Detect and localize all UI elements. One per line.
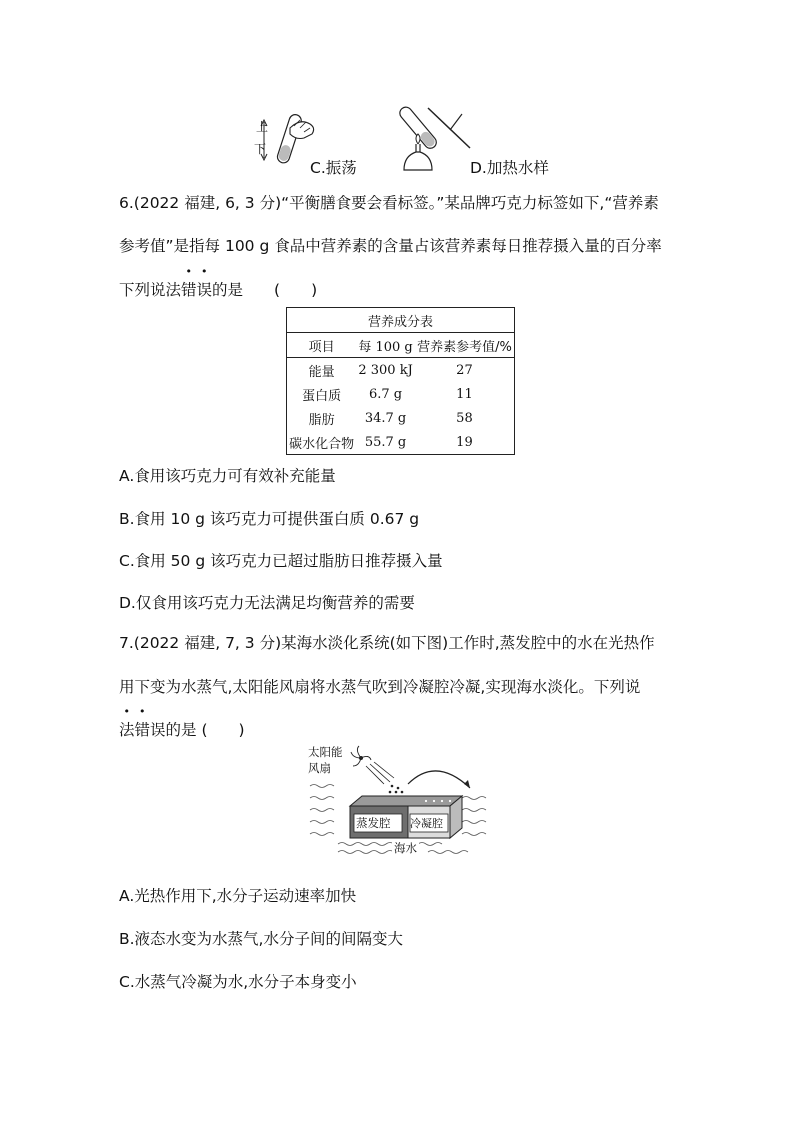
table-cell: 58 <box>456 410 473 426</box>
q6-option-b: B.食用 10 g 该巧克力可提供蛋白质 0.67 g <box>119 510 420 528</box>
table-row <box>287 358 515 383</box>
table-cell: 2 300 kJ <box>358 362 413 378</box>
fan-label-line-2: 风扇 <box>308 761 331 775</box>
seawater-label: 海水 <box>394 841 417 855</box>
table-cell: 27 <box>456 362 473 378</box>
table-cell: 蛋白质 <box>302 388 342 404</box>
desalination-diagram <box>308 744 488 856</box>
option-d-figure-label: D.加热水样 <box>470 159 549 177</box>
fan-icon <box>351 746 371 766</box>
table-row <box>287 382 515 406</box>
table-row <box>287 430 515 455</box>
table-header-per-100g: 每 100 g <box>356 333 415 358</box>
q7-emphasis-char-1: 法 <box>119 721 135 739</box>
q7-option-a: A.光热作用下,水分子运动速率加快 <box>119 887 357 905</box>
evaporation-chamber-label: 蒸发腔 <box>356 816 391 830</box>
q6-emphasis-char-1: 错 <box>181 281 197 299</box>
table-cell: 6.7 g <box>369 386 403 402</box>
table-cell: 脂肪 <box>308 412 335 428</box>
fan-label-line-1: 太阳能 <box>308 745 343 759</box>
nutrition-table <box>286 307 515 455</box>
table-row <box>287 406 515 430</box>
q6-emphasis-char-2: 误 <box>196 281 213 299</box>
q6-option-d: D.仅食用该巧克力无法满足均衡营养的需要 <box>119 594 415 612</box>
nutrition-table-title: 营养成分表 <box>287 308 515 333</box>
table-cell: 能量 <box>308 364 335 380</box>
q6-stem-prefix: 下列说法 <box>119 281 182 299</box>
arrow-down-label: 下 <box>254 142 267 156</box>
q7-stem-line-2: 用下变为水蒸气,太阳能风扇将水蒸气吹到冷凝腔冷凝,实现海水淡化。下列说 <box>119 678 641 696</box>
option-c-figure-label: C.振荡 <box>310 159 357 177</box>
q6-stem-suffix: 的是 ( ) <box>212 281 318 299</box>
q7-option-c: C.水蒸气冷凝为水,水分子本身变小 <box>119 973 357 991</box>
table-cell: 55.7 g <box>364 434 407 450</box>
table-cell: 34.7 g <box>364 410 407 426</box>
table-header-reference: 营养素参考值/% <box>415 333 515 358</box>
q6-option-c: C.食用 50 g 该巧克力已超过脂肪日推荐摄入量 <box>119 552 443 570</box>
top-figure <box>250 100 590 180</box>
table-cell: 11 <box>456 386 473 402</box>
table-header-item: 项目 <box>287 333 357 358</box>
q7-stem-suffix: 误的是 ( ) <box>150 721 245 739</box>
q7-stem-line-3 <box>119 720 245 740</box>
arrow-up-label: 上 <box>256 120 269 134</box>
q7-emphasis-char-2: 错 <box>134 721 151 739</box>
q6-stem-line-2: 参考值”是指每 100 g 食品中营养素的含量占该营养素每日推荐摄入量的百分率 <box>119 237 662 255</box>
q7-stem-line-1: 7.(2022 福建, 7, 3 分)某海水淡化系统(如下图)工作时,蒸发腔中的水在光热作 <box>119 634 655 652</box>
table-cell: 19 <box>456 434 473 450</box>
q6-stem-line-3 <box>119 280 317 300</box>
condensation-chamber-label: 冷凝腔 <box>410 817 443 830</box>
q6-stem-line-1: 6.(2022 福建, 6, 3 分)“平衡膳食要会看标签。”某品牌巧克力标签如下,“营养素 <box>119 194 659 212</box>
q6-option-a: A.食用该巧克力可有效补充能量 <box>119 467 336 485</box>
table-cell: 碳水化合物 <box>289 436 355 452</box>
q7-option-b: B.液态水变为水蒸气,水分子间的间隔变大 <box>119 930 403 948</box>
